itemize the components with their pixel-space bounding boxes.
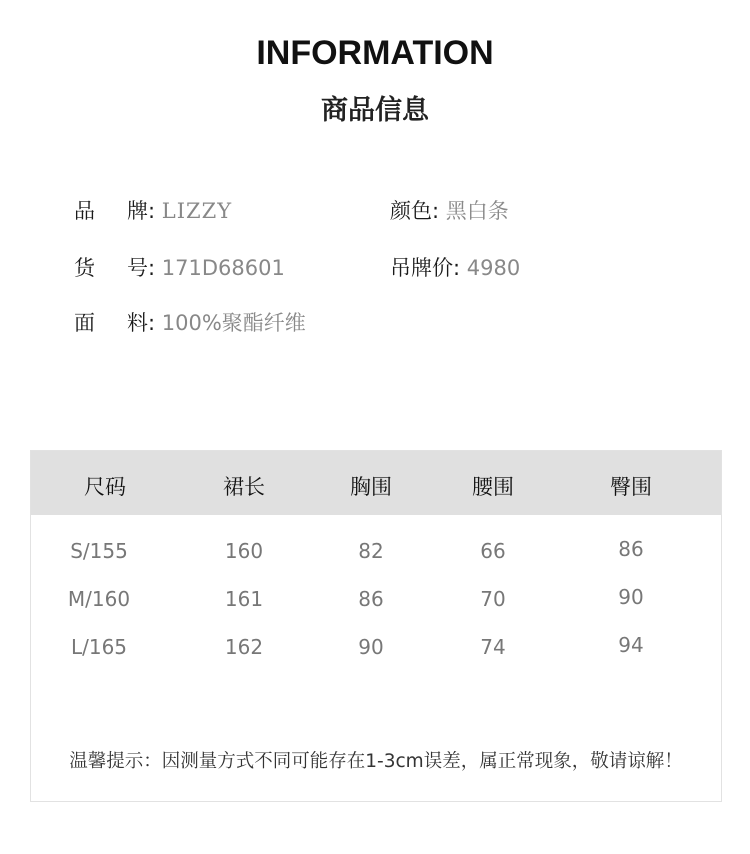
- info-color-value: 黑白条: [445, 199, 509, 223]
- size-table-header: [31, 451, 721, 515]
- info-item-no-value: 171D68601: [161, 256, 285, 280]
- header-bust: 胸围: [350, 475, 392, 499]
- page-title-en: INFORMATION: [256, 34, 494, 72]
- info-fabric: [74, 308, 306, 338]
- cell-waist: 66: [480, 539, 506, 563]
- colon: :: [148, 311, 162, 335]
- cell-hip: 94: [618, 633, 644, 657]
- cell-size: S/155: [70, 539, 128, 563]
- cell-bust: 82: [358, 539, 384, 563]
- info-tag-price: [390, 253, 520, 283]
- header-size: 尺码: [84, 475, 126, 499]
- size-table: [30, 450, 722, 802]
- info-fabric-label: 面料: [74, 311, 148, 335]
- header-hip: 臀围: [610, 475, 652, 499]
- info-color: [390, 196, 509, 226]
- colon: :: [453, 256, 467, 280]
- cell-bust: 90: [358, 635, 384, 659]
- cell-length: 162: [224, 635, 264, 659]
- cell-waist: 74: [480, 635, 506, 659]
- info-item-no-label: 货号: [74, 256, 148, 280]
- info-brand-label: 品牌: [74, 199, 148, 223]
- colon: :: [148, 256, 162, 280]
- cell-hip: 86: [618, 537, 644, 561]
- page-title-cn: 商品信息: [321, 95, 429, 126]
- cell-hip: 90: [618, 585, 644, 609]
- colon: :: [148, 199, 162, 223]
- info-brand-value: LIZZY: [161, 199, 233, 223]
- info-color-label: 颜色: [390, 199, 432, 223]
- header-length: 裙长: [223, 475, 265, 499]
- info-tag-price-label: 吊牌价: [390, 256, 453, 280]
- header-waist: 腰围: [472, 475, 514, 499]
- colon: :: [432, 199, 446, 223]
- cell-length: 160: [224, 539, 264, 563]
- info-brand: [74, 196, 232, 226]
- cell-waist: 70: [480, 587, 506, 611]
- cell-size: L/165: [70, 635, 128, 659]
- info-item-no: [74, 253, 285, 283]
- measurement-notice: 温馨提示：因测量方式不同可能存在1-3cm误差，属正常现象，敬请谅解！: [69, 751, 683, 772]
- cell-bust: 86: [358, 587, 384, 611]
- cell-length: 161: [224, 587, 264, 611]
- info-tag-price-value: 4980: [466, 256, 521, 280]
- cell-size: M/160: [67, 587, 131, 611]
- info-fabric-value: 100%聚酯纤维: [161, 311, 306, 335]
